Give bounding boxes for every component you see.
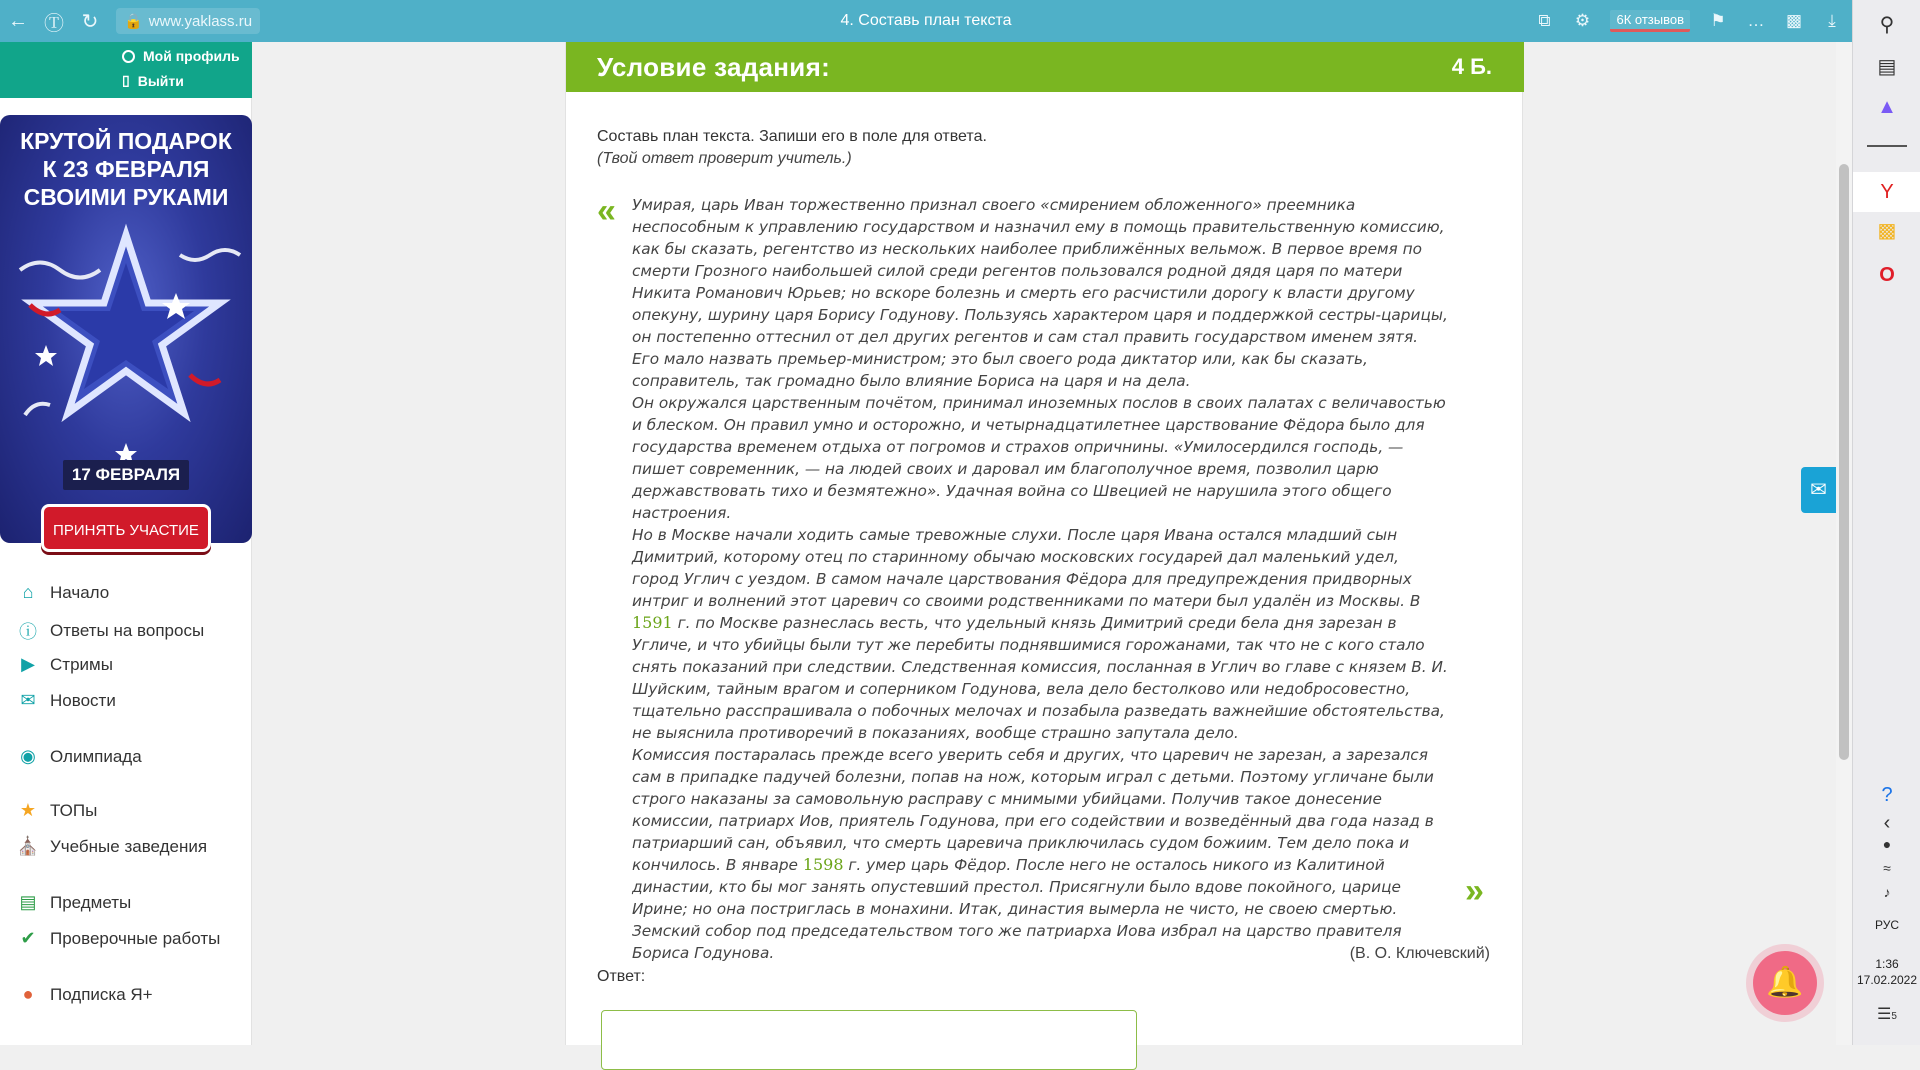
nav-label: Учебные заведения <box>50 836 208 856</box>
answer-input[interactable] <box>601 1010 1137 1070</box>
microphone-icon[interactable]: ● <box>1882 836 1892 852</box>
browser-toolbar <box>0 0 1852 42</box>
bookmark-icon[interactable]: ⚑ <box>1710 11 1726 30</box>
nav-label: Проверочные работы <box>50 928 221 948</box>
quote-open-mark: « <box>597 192 616 230</box>
medal-icon: ◉ <box>20 746 36 766</box>
home-icon: ⌂ <box>22 582 34 602</box>
logout-icon: ▯ <box>122 72 130 88</box>
play-icon: ▶ <box>21 654 35 674</box>
year-highlight: 1591 <box>632 613 673 632</box>
nav-label: Стримы <box>50 654 113 674</box>
paragraph: Но в Москве начали ходить самые тревожные слухи. После царя Ивана остался младший сын Димитрий, которому отец по старинному обычаю московских государей дал маленький удел, город Углич с уездом. В самом начале царствования Фёдора для предупреждения придворных интриг и волнений этот царевич со своими родственниками по матери был удалён из Москвы. В 1591 г. по Москве разнеслась весть, что удельный князь Димитрий среди бела дня зарезан в Угличе, и что убийцы были тут же перебиты поднявшимися горожанами, так что не с кого стало снять показаний при следствии. Следственная комиссия, посланная в Углич во главе с князем В. И. Шуйским, тайным врагом и соперником Годунова, вела дело бестолково или недобросовестно, тщательно расспрашивала о побочных мелочах и позабыла разведать важнейшие обстоятельства, не выяснила противоречий в показаниях, вообще страшно запутала дело. <box>632 526 1448 742</box>
page-title: 4. Составь план текста <box>840 12 1012 29</box>
instruction-note: (Твой ответ проверит учитель.) <box>597 150 852 167</box>
nav-label: Подписка Я+ <box>50 984 153 1004</box>
search-icon[interactable]: ⚲ <box>1879 14 1895 36</box>
nav-item-tops[interactable] <box>0 800 252 821</box>
profile-link-label: Мой профиль <box>143 48 240 64</box>
promo-banner[interactable] <box>0 115 252 543</box>
reload-button[interactable]: ↻ <box>81 10 99 33</box>
folder-icon[interactable]: ▩ <box>1877 220 1897 242</box>
nav-item-streams[interactable] <box>0 654 252 675</box>
logout-link-label: Выйти <box>137 72 184 89</box>
back-button[interactable]: ← <box>8 9 28 32</box>
year-highlight: 1598 <box>802 855 844 874</box>
collections-icon[interactable]: ▩ <box>1785 11 1803 30</box>
opera-icon[interactable]: O <box>1879 264 1895 286</box>
subscription-icon: ● <box>22 984 34 1004</box>
alice-icon[interactable]: ▲ <box>1877 96 1897 118</box>
yandex-home-icon[interactable]: Ⓣ <box>44 12 64 35</box>
nav-item-home[interactable] <box>0 582 252 603</box>
clock-date: 17.02.2022 <box>1856 973 1918 987</box>
chevron-left-icon[interactable]: ‹ <box>1883 812 1891 834</box>
task-header-title: Условие задания: <box>597 52 831 82</box>
task-card <box>565 42 1523 1045</box>
nav-item-news[interactable] <box>0 690 252 711</box>
notifications-bell-button[interactable]: 🔔 <box>1753 951 1817 1015</box>
nav-item-answers[interactable] <box>0 618 252 644</box>
instruction-text: Составь план текста. Запиши его в поле для ответа. <box>597 128 987 145</box>
browser-side-panel <box>1852 0 1920 1045</box>
books-icon: ▤ <box>19 892 37 912</box>
browser-actions <box>1534 0 1842 42</box>
promo-join-button[interactable]: ПРИНЯТЬ УЧАСТИЕ <box>41 504 211 552</box>
nav-label: ТОПы <box>50 800 98 820</box>
scrollbar-thumb[interactable] <box>1839 164 1849 760</box>
translate-icon[interactable]: ⚙ <box>1574 11 1591 30</box>
nav-item-subscription[interactable] <box>0 984 252 1005</box>
help-icon[interactable]: ? <box>1881 784 1893 806</box>
school-icon: ⛪ <box>16 836 40 856</box>
question-icon: ⓘ <box>19 622 37 642</box>
task-points: 4 Б. <box>1451 54 1492 79</box>
profile-box <box>0 42 252 98</box>
task-header <box>566 42 1524 92</box>
promo-title: КРУТОЙ ПОДАРОК К 23 ФЕВРАЛЯ СВОИМИ РУКАМИ <box>20 128 232 210</box>
reader-icon[interactable]: ▤ <box>1877 56 1897 78</box>
nav-item-subjects[interactable] <box>0 892 252 913</box>
wifi-icon[interactable]: ≈ <box>1883 860 1891 876</box>
profile-icon <box>122 50 135 63</box>
nav-label: Начало <box>50 582 110 602</box>
promo-date: 17 ФЕВРАЛЯ <box>63 460 189 490</box>
quote-author: (В. О. Ключевский) <box>1349 945 1490 962</box>
download-icon[interactable]: ⤓ <box>1828 11 1836 30</box>
nav-label: Ответы на вопросы <box>50 621 205 640</box>
volume-icon[interactable]: ♪ <box>1883 884 1891 900</box>
paragraph: Комиссия постаралась прежде всего уверить себя и других, что царевич не зарезан, а зарезался сам в припадке падучей болезни, попав на нож, которым играл с детьми. Поэтому угличане были строго наказаны за самовольную расправу с мнимыми убийцами. Получив такое донесение комиссии, патриарх Иов, приятель Годунова, при его содействии и возведённый два года назад в патриарший сан, объявил, что смерть царевича приключилась судом божиим. Тем дело пока и кончилось. В январе 1598 г. умер царь Фёдор. После него не осталось никого из Калитиной династии, кто бы мог занять опустевший престол. Присягнули было вдове покойного, царице Ирине; но она постриглась в монахини. Итак, династия вымерла не чисто, не своею смертью. Земский собор под председательством того же патриарха Иова избрал на царство правителя Бориса Годунова. <box>632 746 1434 962</box>
reviews-badge[interactable]: 6К отзывов <box>1610 10 1690 32</box>
paragraph: Умирая, царь Иван торжественно признал своего «смирением обложенного» преемника неспособным к управлению государством и назначил ему в помощь правительственную комиссию, как бы сказать, регентство из нескольких наиболее приближённых вельмож. В первое время по смерти Грозного наибольшей силой среди регентов пользовался родной дядя царя по матери Никита Романович Юрьев; но вскоре болезнь и смерть его расчистили дорогу к власти другому опекуну, шурину царя Борису Годунову. Пользуясь характером царя и поддержкой сестры-царицы, он постепенно оттеснил от дел других регентов и сам стал править государством именем зятя. Его мало назвать премьер-министром; это был своего рода диктатор или, как бы сказать, соправитель, так громадно было влияние Бориса на царя и на дела. <box>632 196 1448 390</box>
lock-icon: 🔒 <box>124 13 143 30</box>
address-bar[interactable] <box>116 8 260 34</box>
page-scrollbar[interactable] <box>1836 42 1852 1045</box>
nav-label: Предметы <box>50 892 132 912</box>
nav-item-schools[interactable] <box>0 836 252 857</box>
yandex-icon[interactable]: Y <box>1853 172 1920 212</box>
profile-link[interactable] <box>122 48 240 64</box>
panel-divider <box>1867 145 1907 147</box>
star-icon: ★ <box>19 800 37 820</box>
answer-label: Ответ: <box>597 968 646 985</box>
megaphone-icon: ✉ <box>20 690 36 710</box>
sidebar <box>0 42 252 1045</box>
copy-icon[interactable]: ⧉ <box>1538 11 1551 30</box>
address-text: www.yaklass.ru <box>148 12 253 30</box>
nav-label: Новости <box>50 690 116 710</box>
clock-time: 1:36 <box>1875 957 1899 971</box>
check-icon: ✔ <box>20 928 36 948</box>
more-icon[interactable]: … <box>1747 11 1765 30</box>
task-instruction <box>597 126 987 170</box>
feedback-mail-button[interactable]: ✉ <box>1801 467 1836 513</box>
nav-label: Олимпиада <box>50 746 142 766</box>
nav-item-tests[interactable] <box>0 928 252 949</box>
logout-link[interactable] <box>122 72 184 89</box>
quote-close-mark: » <box>1465 872 1484 910</box>
nav-item-olympiad[interactable] <box>0 746 252 767</box>
notifications-icon[interactable]: ☰5 <box>1877 1006 1897 1023</box>
quote-text <box>632 194 1448 964</box>
star-illustration <box>0 215 252 475</box>
language-indicator[interactable]: РУС <box>1874 918 1900 932</box>
paragraph: Он окружался царственным почётом, принимал иноземных послов в своих палатах с величавостью и блеском. Он правил умно и осторожно, и четырнадцатилетнее царствование Фёдора было для государства временем отдыха от погромов и страхов опричнины. «Умилосердился господь, — пишет современник, — на людей своих и даровал им благополучное время, позволил царю державствовать тихо и безмятежно». Удачная война со Швецией не нарушила этого общего настроения. <box>632 394 1446 522</box>
